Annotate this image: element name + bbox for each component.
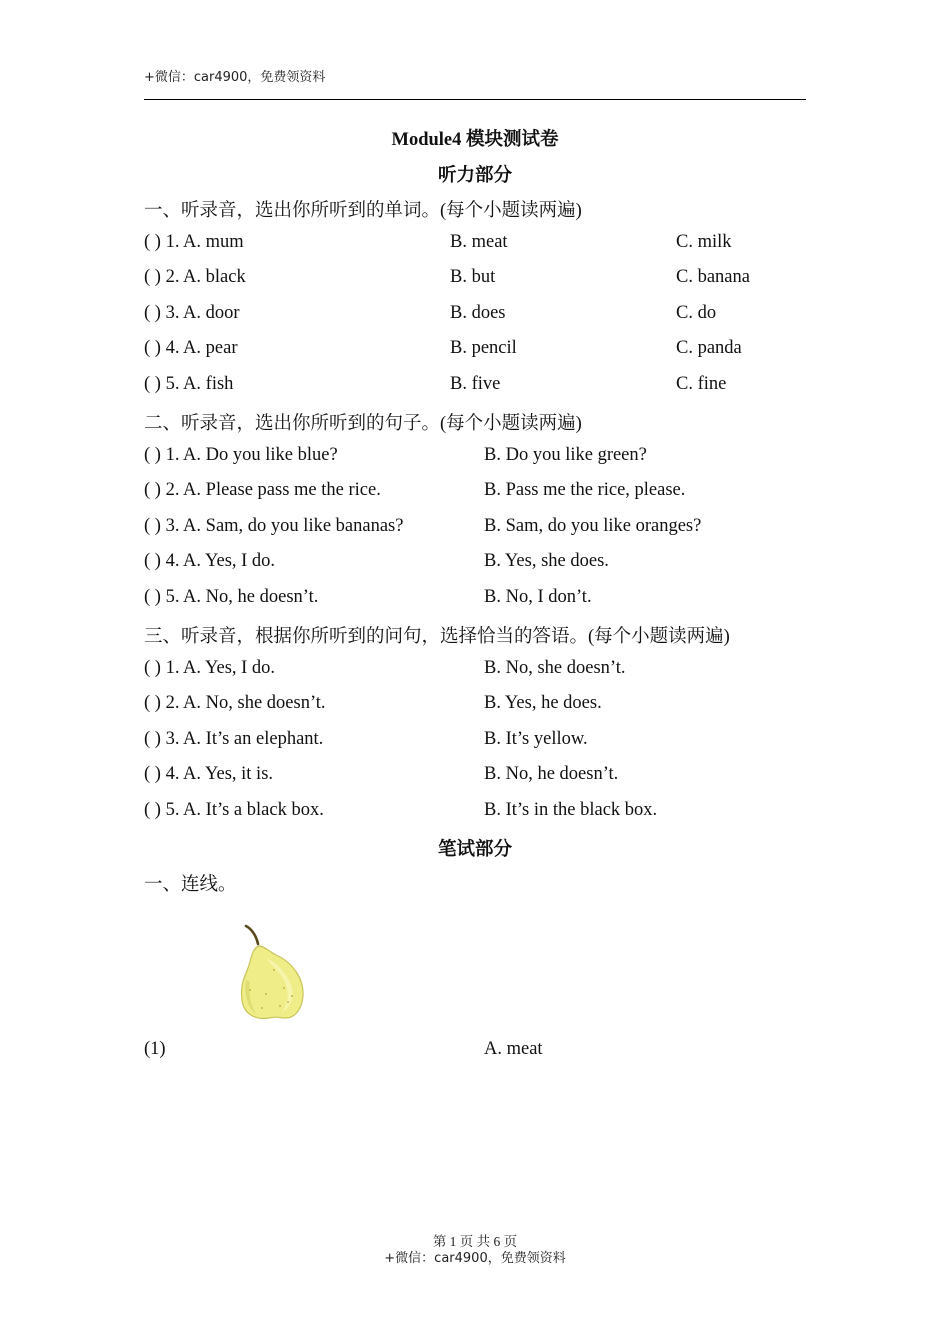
part1-item-1-option-c: C. milk xyxy=(676,232,732,252)
part3-item-3-option-b: B. It’s yellow. xyxy=(484,729,588,749)
part2-item-5-stem: ( ) 5. A. No, he doesn’t. xyxy=(144,587,319,607)
part3-item-4-stem: ( ) 4. A. Yes, it is. xyxy=(144,764,274,784)
listening-part1-instruction: 一、听录音，选出你所听到的单词。(每个小题读两遍) xyxy=(144,201,582,221)
part1-item-2-stem: ( ) 2. A. black xyxy=(144,267,246,287)
part3-item-1-option-b: B. No, she doesn’t. xyxy=(484,658,626,678)
match-item-1-answer: A. meat xyxy=(484,1039,543,1059)
part1-item-5-option-b: B. five xyxy=(450,374,501,394)
header-note: +微信：car4900，免费领资料 xyxy=(144,70,326,85)
part1-item-4-option-b: B. pencil xyxy=(450,338,517,358)
listening-part2-instruction: 二、听录音，选出你所听到的句子。(每个小题读两遍) xyxy=(144,414,582,434)
part3-item-3-stem: ( ) 3. A. It’s an elephant. xyxy=(144,729,324,749)
part2-item-3-option-b: B. Sam, do you like oranges? xyxy=(484,516,702,536)
match-item-1-number: (1) xyxy=(144,1039,166,1059)
part1-item-3-stem: ( ) 3. A. door xyxy=(144,303,240,323)
part1-item-4-stem: ( ) 4. A. pear xyxy=(144,338,238,358)
part3-item-1-stem: ( ) 1. A. Yes, I do. xyxy=(144,658,276,678)
part1-item-1-stem: ( ) 1. A. mum xyxy=(144,232,244,252)
part2-item-2-option-b: B. Pass me the rice, please. xyxy=(484,480,686,500)
part2-item-4-stem: ( ) 4. A. Yes, I do. xyxy=(144,551,276,571)
part2-item-3-stem: ( ) 3. A. Sam, do you like bananas? xyxy=(144,516,404,536)
page-number: 第 1 页 共 6 页 xyxy=(432,1234,518,1249)
page-title: Module4 模块测试卷 xyxy=(391,130,559,150)
part1-item-2-option-c: C. banana xyxy=(676,267,750,287)
footer-note: +微信：car4900，免费领资料 xyxy=(384,1251,566,1266)
listening-part3-instruction: 三、听录音，根据你所听到的问句，选择恰当的答语。(每个小题读两遍) xyxy=(144,627,730,647)
part2-item-2-stem: ( ) 2. A. Please pass me the rice. xyxy=(144,480,381,500)
part1-item-5-option-c: C. fine xyxy=(676,374,727,394)
writing-heading: 笔试部分 xyxy=(437,840,512,860)
part1-item-1-option-b: B. meat xyxy=(450,232,508,252)
part1-item-2-option-b: B. but xyxy=(450,267,496,287)
part2-item-5-option-b: B. No, I don’t. xyxy=(484,587,592,607)
part2-item-1-stem: ( ) 1. A. Do you like blue? xyxy=(144,445,338,465)
part1-item-5-stem: ( ) 5. A. fish xyxy=(144,374,234,394)
part3-item-2-option-b: B. Yes, he does. xyxy=(484,693,602,713)
listening-heading: 听力部分 xyxy=(437,166,512,186)
part2-item-1-option-b: B. Do you like green? xyxy=(484,445,647,465)
writing-part1-instruction: 一、连线。 xyxy=(144,875,237,895)
part3-item-5-option-b: B. It’s in the black box. xyxy=(484,800,658,820)
pear-icon xyxy=(236,922,308,1022)
part2-item-4-option-b: B. Yes, she does. xyxy=(484,551,609,571)
part1-item-4-option-c: C. panda xyxy=(676,338,742,358)
part1-item-3-option-b: B. does xyxy=(450,303,506,323)
part3-item-4-option-b: B. No, he doesn’t. xyxy=(484,764,619,784)
header-divider xyxy=(144,99,806,100)
part1-item-3-option-c: C. do xyxy=(676,303,717,323)
part3-item-2-stem: ( ) 2. A. No, she doesn’t. xyxy=(144,693,326,713)
part3-item-5-stem: ( ) 5. A. It’s a black box. xyxy=(144,800,324,820)
